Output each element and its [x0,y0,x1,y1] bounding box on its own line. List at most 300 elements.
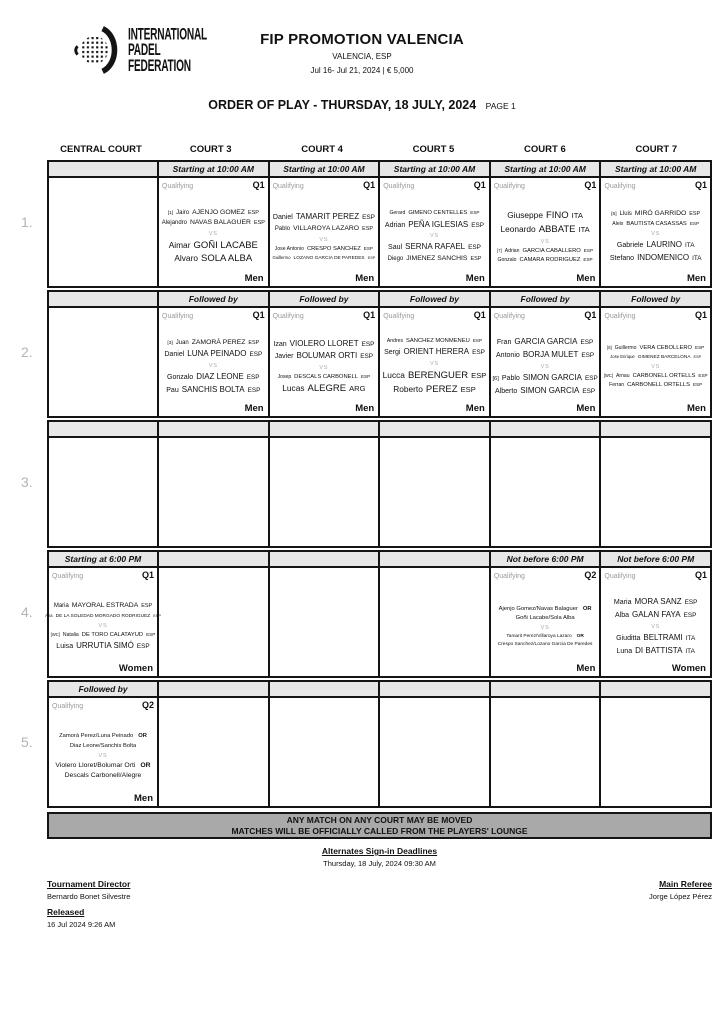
match-cell [380,438,489,546]
round-code: Q1 [694,310,707,320]
player-first-name: Alejandro [161,220,187,227]
logo-line: INTERNATIONAL [128,24,208,44]
player-first-name: Daniel [272,214,293,222]
court-header: CENTRAL COURT [60,144,142,155]
time-strip: Starting at 10:00 AM [601,162,710,178]
player-last-name: SIMON GARCIA [520,385,580,395]
player-last-name: BAUTISTA CASASSAS [626,220,687,227]
court-cell [489,422,600,546]
player-first-name: Alvaro [174,253,198,264]
round-label: Qualifying [52,703,84,710]
country-code: ESP [698,372,708,378]
match-cell [380,178,489,286]
time-strip: Followed by [49,682,157,698]
country-code: ITA [685,635,696,642]
player-line [45,613,161,620]
player-line [164,349,262,360]
player-first-name: Jose Enrique [610,353,635,359]
player-last-name: CARBONELL ORTELLS [627,382,690,389]
round-code: Q2 [141,700,154,710]
player-line [162,219,265,227]
player-first-name: Gonzalo [167,373,194,381]
vs-label: VS [651,624,661,630]
seed-label: [5] [611,212,617,218]
tournament-location: VALENCIA, ESP [332,52,392,61]
vs-label: VS [319,365,329,372]
court-headers-row [47,144,712,158]
country-code: ESP [693,354,702,359]
time-strip: Starting at 10:00 AM [491,162,600,178]
officials-section [47,879,712,935]
player-last-name: ABBATE [538,223,576,235]
match-cell [270,178,379,286]
match-cell [601,308,710,416]
seed-label: [7] [497,247,502,253]
gender-label: Men [355,403,375,414]
player-last-name: ALEGRE [307,383,347,395]
court-cell [489,552,600,676]
released-timestamp: 16 Jul 2024 9:26 AM [47,920,116,929]
country-code: ESP [253,220,265,227]
teams [273,320,376,414]
court-cell [49,682,157,806]
gender-label: Men [244,403,264,414]
team-text: Ajenjo Gomez/Navas Balaguer [498,605,578,612]
court-cell [157,682,268,806]
match-cell [380,308,489,416]
court-cell [489,682,600,806]
round-code: Q1 [252,310,265,320]
or-label: OR [138,733,147,740]
match-header [604,180,707,190]
player-first-name: Arnau [615,372,630,379]
court-cell [157,552,268,676]
player-first-name: Diego [387,256,404,263]
player-line [56,641,149,652]
country-code: ESP [247,386,261,394]
player-line [275,351,373,362]
player-line [497,248,593,255]
time-strip [601,682,710,698]
player-last-name: LUNA PEINADO [187,349,247,359]
time-strip: Not before 6:00 PM [491,552,600,568]
player-first-name: Fran [496,339,512,347]
player-first-name: Gonzalo [497,256,517,263]
team-text: Tamarit Perez/Villaroya Lazaro [506,634,572,640]
or-label: OR [576,634,584,640]
vs-label: VS [208,230,218,237]
match-cell [49,178,157,286]
round-code: Q1 [363,180,376,190]
teams [383,320,486,414]
time-strip [159,552,268,568]
court-header: COURT 5 [412,144,455,155]
player-line [507,210,583,222]
match-cell [159,698,268,806]
player-last-name: TAMARIT PEREZ [295,212,360,222]
player-last-name: GALAN FAYA [632,610,681,620]
round-code: Q1 [363,310,376,320]
match-header [604,570,707,580]
country-code: ESP [580,339,594,347]
player-line [167,339,259,347]
teams [494,580,597,674]
player-last-name: BORJA MULET [522,350,579,360]
vs-label: VS [651,231,661,238]
court-cell [268,552,379,676]
notice-line: ANY MATCH ON ANY COURT MAY BE MOVED [286,815,473,825]
court-cell [599,682,710,806]
player-first-name: Javier [274,353,294,361]
court-cell [49,292,157,416]
row-number: 5. [21,733,33,750]
player-first-name: Jose Antonio [274,245,304,252]
gender-label: Men [465,403,485,414]
country-code: ITA [685,242,695,250]
court-cell [157,162,268,286]
country-code: ESP [246,373,260,381]
seed-label: [1] [167,210,174,216]
round-code: Q1 [694,570,707,580]
player-line [610,354,701,361]
player-first-name: Lucca [382,370,405,381]
match-header [52,700,154,710]
or-label: OR [582,605,592,612]
teams [494,190,597,284]
country-code: ESP [249,351,263,359]
match-cell [380,568,489,676]
country-code: ESP [689,211,701,218]
seed-label: [3] [167,340,173,346]
teams [45,580,161,674]
court-cell [378,422,489,546]
teams [162,320,265,414]
player-line [387,338,482,345]
player-first-name: Juan [175,339,189,346]
main-referee-name: Jorge López Pérez [649,892,712,901]
alternates-title: Alternates Sign-in Deadlines [321,846,438,856]
player-first-name: Adrian [504,247,520,254]
match-cell [601,438,710,546]
court-row [21,290,712,418]
player-line [389,210,479,217]
player-line [516,615,575,622]
gender-label: Men [576,403,596,414]
logo-line: PADEL [128,39,161,60]
player-line [611,210,700,218]
team-text: Crespo Sanchez/Lozano Garcia De Paredes [497,642,593,648]
row-number: 1. [21,213,33,230]
round-code: Q1 [473,180,486,190]
player-last-name: ORIENT HERERA [403,347,470,357]
round-label: Qualifying [383,183,415,190]
country-code: ESP [470,256,482,263]
match-header [383,180,486,190]
round-code: Q1 [584,310,597,320]
player-first-name: Natalia [62,631,79,638]
court-row [21,680,712,808]
player-line [388,242,481,253]
player-line [166,385,260,396]
time-strip: Starting at 10:00 AM [380,162,489,178]
round-label: Qualifying [52,573,84,580]
court-cell [49,422,157,546]
round-code: Q1 [473,310,486,320]
player-line [384,347,485,358]
player-last-name: CRESPO SANCHEZ [306,245,361,252]
player-line [169,240,258,252]
court-cell [489,162,600,286]
player-line [55,762,150,770]
player-first-name: Stefano [609,254,635,262]
player-first-name: Jairo [176,209,190,216]
player-line [168,209,259,217]
match-cell [491,308,600,416]
match-cell [601,568,710,676]
player-line [383,370,487,382]
or-label: OR [140,761,151,769]
round-label: Qualifying [383,313,415,320]
match-cell [49,308,157,416]
player-line [616,646,694,657]
player-line [614,597,698,608]
player-last-name: GOÑI LACABE [193,239,258,251]
player-last-name: DESCALS CARBONELL [294,374,358,381]
notice-banner [47,812,712,839]
teams [604,580,707,674]
match-header [52,570,154,580]
player-last-name: BOLUMAR ORTI [296,351,358,361]
match-cell [49,438,157,546]
country-code: ITA [578,224,590,234]
player-first-name: Daniel [164,351,185,359]
player-first-name: Sergi [384,349,401,357]
country-code: ARG [349,384,366,394]
player-last-name: LOZANO GARCIA DE PAREDES [293,255,365,261]
player-first-name: Ana [45,612,53,618]
player-first-name: Alberto [494,387,518,395]
player-line [393,384,476,396]
row-number: 3. [21,473,33,490]
country-code: ITA [571,210,583,220]
player-first-name: Maria [613,599,632,607]
match-header [273,310,376,320]
player-last-name: CAMARA RODRIGUEZ [519,256,581,263]
player-last-name: NAVAS BALAGUER [189,219,251,227]
seed-label: [WC] [603,372,613,378]
player-last-name: VILLAROYA LAZARO [293,225,360,233]
court-cell [599,552,710,676]
tournament-director-name: Bernardo Bonet Silvestre [47,892,131,901]
time-strip [270,552,379,568]
player-first-name: Andres [386,338,404,345]
team-text: Zamorá Perez/Luna Peinado [59,733,134,740]
match-cell [601,698,710,806]
time-strip [491,422,600,438]
seed-label: [8] [607,344,612,350]
player-line [174,253,252,265]
row-number: 4. [21,603,33,620]
round-label: Qualifying [604,573,636,580]
time-strip [270,682,379,698]
player-line [612,221,699,228]
match-cell [49,698,157,806]
page-number: PAGE 1 [485,101,516,111]
time-strip [49,422,157,438]
gender-label: Women [118,663,153,674]
teams [273,190,376,284]
player-line [275,246,373,253]
player-line [272,255,375,262]
round-code: Q1 [694,180,707,190]
player-line [615,610,696,621]
player-first-name: Maria [53,603,69,610]
round-label: Qualifying [604,313,636,320]
match-cell [45,568,161,676]
player-last-name: PEREZ [425,384,458,396]
player-line [506,634,583,640]
round-label: Qualifying [162,183,194,190]
player-line [617,240,695,251]
court-cell [268,422,379,546]
country-code: ITA [685,647,695,655]
round-label: Qualifying [604,183,636,190]
player-last-name: GIMENEZ BARCELONA [637,354,691,360]
player-first-name: Lucas [282,383,305,394]
player-last-name: VIOLERO LLORET [289,338,359,348]
country-code: ITA [692,254,702,262]
match-header [162,180,265,190]
country-code: ESP [363,245,373,251]
player-first-name: Josep [277,374,292,381]
player-line [275,225,373,233]
gender-label: Women [671,663,706,674]
player-line [167,372,260,383]
time-strip: Followed by [270,292,379,308]
match-header [494,570,597,580]
player-last-name: PEÑA IGLESIAS [408,219,469,229]
player-first-name: Roberto [393,384,423,395]
time-strip [380,552,489,568]
player-line [70,743,136,750]
player-first-name: Gabriele [616,242,644,250]
officials-left [47,879,130,935]
logo-line: FEDERATION [128,55,191,75]
time-strip [491,682,600,698]
team-text: Descals Carbonell/Alegre [64,772,142,780]
time-strip [159,682,268,698]
player-last-name: DE LA SOLEDAD MORGADO RODRIGUEZ [55,613,151,619]
player-line [609,382,702,389]
tournament-director-label: Tournament Director [47,879,131,889]
tournament-header [0,31,724,75]
match-cell [270,438,379,546]
player-first-name: Luna [616,647,633,655]
player-line [282,383,365,395]
team-text: Diaz Leone/Sanchis Bolta [69,742,137,749]
time-strip: Followed by [491,292,600,308]
round-code: Q1 [141,570,154,580]
player-line [388,255,482,263]
player-first-name: Antonio [495,352,520,360]
country-code: ESP [583,247,594,253]
match-header [273,180,376,190]
notice-line: MATCHES WILL BE OFFICIALLY CALLED FROM THE PLAYERS' LOUNGE [231,825,528,836]
player-line [500,224,589,236]
country-code: ESP [153,613,161,618]
player-first-name: Saul [388,244,403,252]
player-last-name: SERNA RAFAEL [405,242,466,252]
country-code: ESP [472,338,483,344]
player-first-name: Pau [166,386,179,394]
vs-label: VS [319,236,329,243]
time-strip [380,682,489,698]
match-cell [380,698,489,806]
teams [604,190,707,284]
match-cell [491,568,600,676]
court-header: COURT 4 [301,144,343,155]
time-strip [49,162,157,178]
match-header [383,310,486,320]
player-line [273,339,374,350]
alternates-section [47,846,712,868]
player-last-name: AJENJO GOMEZ [192,208,245,216]
player-line [498,257,593,264]
court-cell [378,162,489,286]
player-last-name: ZAMORÁ PEREZ [191,338,246,346]
court-cell [599,292,710,416]
player-last-name: JIMENEZ SANCHIS [406,255,468,263]
time-strip: Starting at 10:00 AM [159,162,268,178]
match-grid [21,160,712,808]
player-line [385,220,484,231]
country-code: ESP [583,256,593,262]
player-last-name: SIMON GARCIA [522,373,582,382]
player-last-name: URRUTIA SIMÓ [76,640,134,650]
country-code: ESP [470,210,480,216]
court-cell [268,162,379,286]
teams [162,190,265,284]
court-cell [489,292,600,416]
player-line [59,733,147,740]
player-first-name: Aleix [612,220,624,227]
player-first-name: Alba [614,612,630,620]
alternates-deadline: Thursday, 18 July, 2024 09:30 AM [323,859,436,868]
time-strip [49,292,157,308]
player-line [492,373,597,384]
gender-label: Men [244,273,264,284]
player-first-name: Gerard [389,210,406,217]
match-cell [491,178,600,286]
player-last-name: FINO [545,209,569,221]
order-of-play-title: ORDER OF PLAY - THURSDAY, 18 JULY, 2024 [208,98,477,112]
gender-label: Men [576,663,596,674]
court-cell [378,552,489,676]
time-strip [159,422,268,438]
match-cell [270,698,379,806]
teams [604,320,707,414]
order-of-play-heading [0,96,724,114]
time-strip: Starting at 10:00 AM [270,162,379,178]
round-label: Qualifying [493,573,525,580]
released-label: Released [47,907,85,917]
vs-label: VS [540,625,550,632]
player-first-name: Izan [273,340,287,348]
gender-label: Men [686,273,706,284]
player-last-name: DE TORO CALATAYUD [81,631,144,638]
match-header [494,180,597,190]
round-code: Q1 [584,180,597,190]
